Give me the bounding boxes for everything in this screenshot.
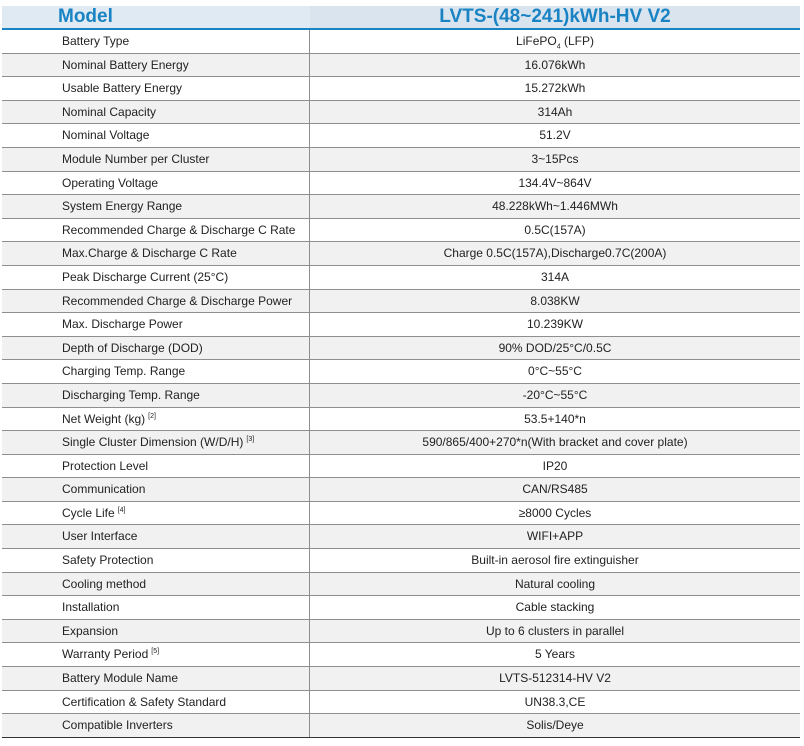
row-value: 53.5+140*n bbox=[524, 411, 586, 426]
table-row bbox=[2, 148, 800, 172]
table-row bbox=[2, 431, 800, 455]
row-label-text: Installation bbox=[62, 600, 120, 615]
row-label bbox=[2, 195, 310, 218]
row-value: Built-in aerosol fire extinguisher bbox=[471, 553, 639, 568]
row-label bbox=[2, 667, 310, 690]
row-value: Cable stacking bbox=[515, 600, 595, 615]
table-row bbox=[2, 573, 800, 597]
row-label-text: Expansion bbox=[62, 623, 119, 638]
table-row bbox=[2, 337, 800, 361]
row-label bbox=[2, 266, 310, 289]
table-row bbox=[2, 290, 800, 314]
row-label-text: Depth of Discharge (DOD) bbox=[62, 340, 203, 355]
table-row bbox=[2, 124, 800, 148]
row-label bbox=[2, 549, 310, 572]
row-label-text: Nominal Battery Energy bbox=[62, 57, 189, 72]
row-label-text: Recommended Charge & Discharge Power bbox=[62, 293, 293, 308]
row-label-text: Net Weight (kg) bbox=[62, 411, 146, 426]
row-label bbox=[2, 54, 310, 77]
row-label bbox=[2, 455, 310, 478]
row-label bbox=[2, 313, 310, 336]
row-label bbox=[2, 620, 310, 643]
row-label-text: Charging Temp. Range bbox=[62, 364, 186, 379]
header-model-name: LVTS-(48~241)kWh-HV V2 bbox=[310, 6, 800, 28]
chemistry-subscript: 4 bbox=[556, 43, 561, 51]
row-label-text: Peak Discharge Current (25°C) bbox=[62, 269, 229, 284]
row-label bbox=[2, 384, 310, 407]
row-value: 90% DOD/25°C/0.5C bbox=[498, 340, 612, 355]
row-label-text: Communication bbox=[62, 482, 146, 497]
row-value: 16.076kWh bbox=[524, 57, 586, 72]
row-label-text: Protection Level bbox=[62, 458, 149, 473]
footnote-marker: [3] bbox=[246, 436, 255, 444]
row-label bbox=[2, 101, 310, 124]
row-value: 8.038KW bbox=[530, 293, 580, 308]
table-row bbox=[2, 101, 800, 125]
row-label-text: Nominal Capacity bbox=[62, 104, 157, 119]
row-label-text: Warranty Period bbox=[62, 647, 149, 662]
table-row bbox=[2, 620, 800, 644]
row-label-text: Discharging Temp. Range bbox=[62, 387, 200, 402]
row-value: Natural cooling bbox=[514, 576, 596, 591]
table-row bbox=[2, 525, 800, 549]
table-row bbox=[2, 360, 800, 384]
row-label-text: Cooling method bbox=[62, 576, 147, 591]
row-value: 0°C~55°C bbox=[528, 364, 582, 379]
table-row bbox=[2, 384, 800, 408]
row-value: 48.228kWh~1.446MWh bbox=[492, 199, 618, 214]
row-label-text: Single Cluster Dimension (W/D/H) bbox=[62, 435, 244, 450]
table-row bbox=[2, 502, 800, 526]
table-row bbox=[2, 549, 800, 573]
footnote-marker: [2] bbox=[148, 412, 156, 420]
row-label-text: Operating Voltage bbox=[62, 175, 159, 190]
row-label bbox=[2, 290, 310, 313]
row-value: 3~15Pcs bbox=[531, 151, 579, 166]
row-label-text: Compatible Inverters bbox=[62, 718, 173, 733]
row-label bbox=[2, 431, 310, 454]
header-label: Model bbox=[2, 6, 310, 28]
table-header bbox=[2, 6, 800, 28]
row-value: 590/865/400+270*n(With bracket and cover plate) bbox=[422, 435, 688, 450]
table-row bbox=[2, 172, 800, 196]
row-value: Up to 6 clusters in parallel bbox=[485, 623, 625, 638]
row-label bbox=[2, 219, 310, 242]
row-value: LVTS-512314-HV V2 bbox=[499, 671, 611, 686]
row-label: Battery Type bbox=[2, 30, 310, 53]
table-row bbox=[2, 455, 800, 479]
row-label bbox=[2, 148, 310, 171]
row-value: UN38.3,CE bbox=[524, 694, 586, 709]
table-row bbox=[2, 313, 800, 337]
footnote-marker: [5] bbox=[151, 648, 160, 656]
footnote-marker: [4] bbox=[117, 506, 126, 514]
row-label bbox=[2, 172, 310, 195]
table-row bbox=[2, 266, 800, 290]
row-label-text: Max.Charge & Discharge C Rate bbox=[62, 246, 237, 261]
table-row bbox=[2, 242, 800, 266]
row-label-text: Recommended Charge & Discharge C Rate bbox=[62, 222, 296, 237]
table-row bbox=[2, 691, 800, 715]
row-label bbox=[2, 124, 310, 147]
spec-table bbox=[2, 30, 800, 738]
row-label bbox=[2, 596, 310, 619]
row-value: 314A bbox=[540, 269, 570, 284]
row-label-text: Max. Discharge Power bbox=[62, 317, 183, 332]
row-label-text: Battery Module Name bbox=[62, 671, 179, 686]
row-value: 10.239KW bbox=[526, 317, 584, 332]
row-label-text: Usable Battery Energy bbox=[62, 81, 183, 96]
row-label-text: Certification & Safety Standard bbox=[62, 694, 227, 709]
table-row bbox=[2, 195, 800, 219]
row-label bbox=[2, 408, 310, 431]
chemistry-suffix: (LFP) bbox=[560, 34, 594, 48]
row-label-text: Nominal Voltage bbox=[62, 128, 150, 143]
row-value bbox=[310, 30, 800, 53]
row-label bbox=[2, 573, 310, 596]
table-row bbox=[2, 596, 800, 620]
row-value: 15.272kWh bbox=[524, 81, 586, 96]
row-label-text: System Energy Range bbox=[62, 199, 183, 214]
table-row bbox=[2, 643, 800, 667]
table-row bbox=[2, 77, 800, 101]
row-value: 0.5C(157A) bbox=[524, 222, 586, 237]
row-value: Charge 0.5C(157A),Discharge0.7C(200A) bbox=[443, 246, 667, 261]
row-value: ≥8000 Cycles bbox=[518, 505, 592, 520]
row-label-text: Module Number per Cluster bbox=[62, 151, 210, 166]
row-label bbox=[2, 242, 310, 265]
row-value: -20°C~55°C bbox=[522, 387, 588, 402]
row-label bbox=[2, 691, 310, 714]
row-value: IP20 bbox=[542, 458, 568, 473]
row-label bbox=[2, 77, 310, 100]
row-value: 51.2V bbox=[539, 128, 571, 143]
row-label-text: Safety Protection bbox=[62, 553, 154, 568]
row-label bbox=[2, 502, 310, 525]
table-row bbox=[2, 54, 800, 78]
row-label bbox=[2, 337, 310, 360]
row-label bbox=[2, 714, 310, 737]
row-value: CAN/RS485 bbox=[522, 482, 588, 497]
table-row bbox=[2, 667, 800, 691]
table-row-battery-type bbox=[2, 30, 800, 54]
row-label bbox=[2, 643, 310, 666]
table-row bbox=[2, 478, 800, 502]
row-label bbox=[2, 525, 310, 548]
table-row bbox=[2, 219, 800, 243]
chemistry-formula: LiFePO bbox=[516, 34, 557, 48]
table-row bbox=[2, 408, 800, 432]
row-value: Solis/Deye bbox=[526, 718, 584, 733]
row-value: WIFI+APP bbox=[526, 529, 584, 544]
row-label-text: User Interface bbox=[62, 529, 138, 544]
row-label bbox=[2, 478, 310, 501]
row-value: 314Ah bbox=[537, 104, 573, 119]
row-label-text: Cycle Life bbox=[62, 505, 115, 520]
row-label bbox=[2, 360, 310, 383]
row-value: 5 Years bbox=[534, 647, 576, 662]
row-value: 134.4V~864V bbox=[518, 175, 592, 190]
table-row bbox=[2, 714, 800, 738]
